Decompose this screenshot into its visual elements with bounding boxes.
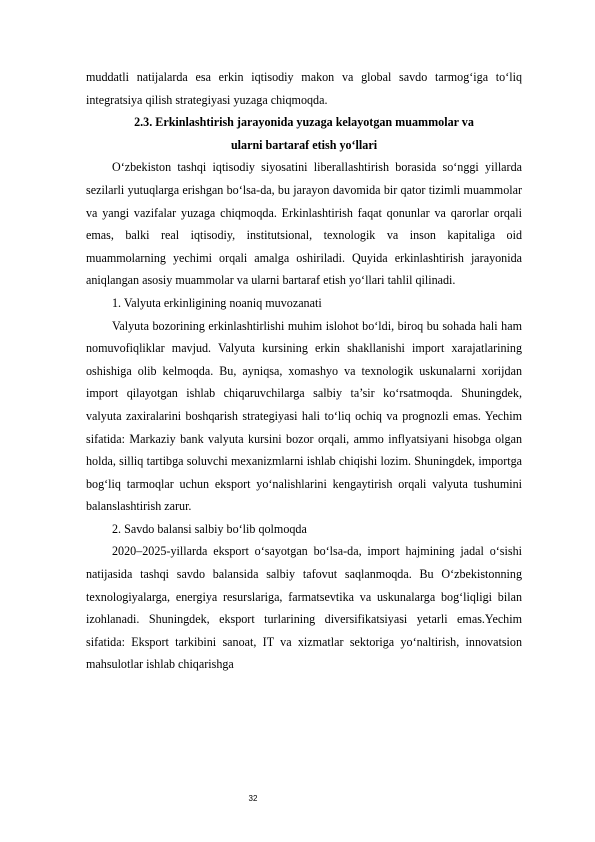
section-heading-line-2: ularni bartaraf etish yo‘llari <box>230 137 378 152</box>
item-1-title: 1. Valyuta erkinligining noaniq muvozanati <box>112 295 322 310</box>
document-page <box>86 66 522 676</box>
section-intro-paragraph: O‘zbekiston tashqi iqtisodiy siyosatini liberallashtirish borasida so‘nggi yillarda sezilarli yutuqlarga erishgan bo‘lsa-da, bu jarayon davomida bir qator tizimli muammolar va yangi vazifalar yuzaga chiqmoqda. Erkinlashtirish faqat qonunlar va qarorlar orqali emas, balki real iqtisodiy, institutsional, texnologik va inson kapitaliga oid muammolarning yechimi orqali amalga oshiriladi. Quyida erkinlashtirish jarayonida aniqlangan asosiy muammolar va ularni bartaraf etish yo‘llari tahlil qilinadi. <box>86 160 522 288</box>
section-heading <box>86 111 522 156</box>
item-2-title: 2. Savdo balansi salbiy bo‘lib qolmoqda <box>112 521 307 536</box>
page-number: 32 <box>248 794 258 803</box>
item-1-body: Valyuta bozorining erkinlashtirlishi muhim islohot bo‘ldi, biroq bu sohada hali ham nomuvofiqliklar mavjud. Valyuta kursining erkin shakllanishi import xarajatlarining oshishiga olib kelmoqda. Bu, ayniqsa, xomashyo va texnologik uskunalarni xorijdan import qilayotgan ishlab chiqaruvchilarga salbiy ta’sir ko‘rsatmoqda. Shuningdek, valyuta zaxiralarini boshqarish strategiyasi hali to‘liq ochiq va prognozli emas. Yechim sifatida: Markaziy bank valyuta kursini bozor orqali, ammo inflyatsiyani hisobga olgan holda, silliq tartibga soluvchi mexanizmlarni ishlab chiqishi lozim. Shuningdek, importga bog‘liq tarmoqlar uchun eksport yo‘nalishlarini kengaytirish orqali valyuta tushumini balanslashtirish zarur. <box>86 318 522 514</box>
item-2-body: 2020–2025-yillarda eksport o‘sayotgan bo‘lsa-da, import hajmining jadal o‘sishi natijasida tashqi savdo balansida salbiy tafovut saqlanmoqda. Bu O‘zbekistonning texnologiyalarga, energiya resurslariga, farmatsevtika va uskunalarga bog‘liqligi bilan izohlanadi. Shuningdek, eksport turlarining diversifikatsiyasi yetarli emas.Yechim sifatida: Eksport tarkibini sanoat, IT va xizmatlar sektoriga yo‘naltirish, innovatsion mahsulotlar ishlab chiqarishga <box>86 544 522 672</box>
section-heading-line-1: 2.3. Erkinlashtirish jarayonida yuzaga kelayotgan muammolar va <box>134 115 474 130</box>
intro-continuation-paragraph: muddatli natijalarda esa erkin iqtisodiy makon va global savdo tarmog‘iga to‘liq integratsiya qilish strategiyasi yuzaga chiqmoqda. <box>86 70 522 107</box>
